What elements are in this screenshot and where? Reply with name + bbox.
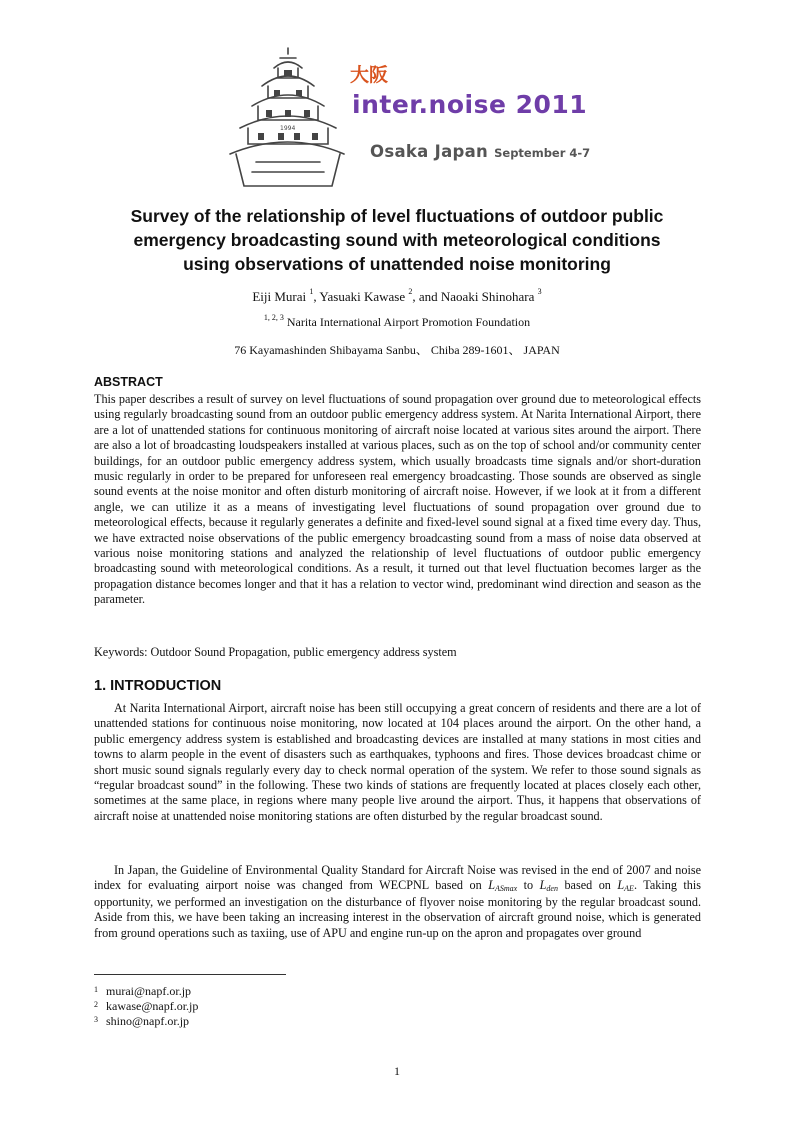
intro-text: In Japan, the Guideline of Environmental Quality Standard for Aircraft Noise was revised in the end of 2007 and noise index for evaluating airport noise was changed from WECPNL based on [94, 863, 701, 893]
symbol-subscript: AE [624, 884, 634, 894]
author-name: Eiji Murai [252, 289, 307, 304]
author-mark: 1 [309, 287, 314, 296]
symbol-letter: L [488, 878, 495, 893]
footnote-email[interactable]: kawase@napf.or.jp [106, 999, 199, 1013]
symbol-lden [540, 878, 558, 892]
footnote [94, 1014, 198, 1029]
footnote [94, 999, 198, 1014]
logo-dates: September 4-7 [494, 146, 591, 160]
footnote-mark: 2 [94, 1000, 98, 1009]
intro-text: based on [557, 878, 618, 893]
abstract-text: This paper describes a result of survey on level fluctuations of sound propagation over ground due to meteorological effects using regularly broadcasting sound from an outdoor public emergency address system. At Narita International Airport, there are a lot of unattended stations for continuous monitoring of aircraft noise located at various sites around the airport. There are also a lot of broadcasting loudspeakers installed at various places, such as on the top of school and/or community center buildings, for an outdoor public emergency address system, which usually broadcasts time signals and/or short-duration music regularly in order to be prepared for unforeseen real emergency broadcasting. Those sounds are observed as single sound events at the noise monitor and often disturb monitoring of aircraft noise. However, if we look at it from a different angle, we can utilize it as a means of investigating level fluctuations of sound propagation over ground due to meteorological effects, because it regularly generates a definite and fixed-level sound signal at a fixed time every day. Thus, we have extracted noise observations of the public emergency broadcasting sound from a mass of noise data observed at various noise monitoring stations and analyzed the relationship of level fluctuations of outdoor public emergency broadcasting sound with meteorological conditions. As a result, it turned out that level fluctuation becomes larger as the propagation distance becomes longer and that it has a relation to vector wind, predominant wind direction and season as the parameter. [94, 392, 701, 607]
address: 76 Kayamashinden Shibayama Sanbu、 Chiba 289-1601、 JAPAN [234, 343, 560, 357]
logo-subtitle [370, 142, 590, 161]
symbol-lasmax [488, 878, 517, 892]
footnote-mark: 3 [94, 1015, 98, 1024]
author-list [0, 289, 794, 305]
footnotes [94, 984, 198, 1029]
affiliation [0, 315, 794, 330]
footnote-divider [94, 974, 286, 975]
footnote [94, 984, 198, 999]
author-separator: , [313, 289, 320, 304]
logo-kanji: 大阪 [350, 64, 389, 86]
page-number: 1 [394, 1064, 400, 1078]
title-line: using observations of unattended noise monitoring [183, 254, 611, 274]
symbol-lae [617, 878, 634, 892]
symbol-subscript: ASmax [494, 884, 518, 894]
intro-text: . Taking this opportunity, we performed an investigation on the disturbance of flyover noise monitoring by the regular broadcast sound. Aside from this, we have been taking an increasing interest in the observation of aircraft ground noise, which is generated from ground operations such as taxiing, use of APU and engine run-up on the apron and propagates over ground [94, 878, 702, 940]
footnote-email[interactable]: shino@napf.or.jp [106, 1014, 190, 1028]
author-mark: 3 [537, 287, 542, 296]
title-line: emergency broadcasting sound with meteorological conditions [133, 230, 661, 250]
symbol-letter: L [539, 878, 547, 893]
author-name: Naoaki Shinohara [440, 289, 535, 304]
affiliation-marks: 1, 2, 3 [263, 313, 284, 322]
intro-text: to [517, 878, 540, 893]
symbol-subscript: den [546, 884, 558, 894]
castle-year: 1994 [280, 125, 296, 132]
author-name: Yasuaki Kawase [319, 289, 406, 304]
paper-title [60, 204, 734, 276]
keywords: Keywords: Outdoor Sound Propagation, public emergency address system [94, 645, 457, 659]
intro-paragraph-1: At Narita International Airport, aircraft noise has been still occupying a great concern of residents and there are a lot of unattended stations for continuous noise monitoring, now located at 104 places around the airport. On the other hand, a public emergency address system is established and broadcasting devices are installed at many stations in most cities and towns to alarm people in the event of disasters such as earthquakes, typhoons and fires. Those devices broadcast chime or short music sound signals regularly every day to check normal operation of the system. We refer to those sound signals as “regular broadcast sound” in the following. These two kinds of stations are frequently located at places closely each other, sometimes at the same place, in regions where many people live around the airport. Thus, it happens that observations of aircraft noise at unattended noise monitoring stations are often disturbed by the regular broadcast sound. [94, 701, 701, 823]
author-mark: 2 [408, 287, 413, 296]
title-line: Survey of the relationship of level fluctuations of outdoor public [130, 206, 664, 226]
logo-city: Osaka Japan [370, 142, 489, 161]
abstract-heading: ABSTRACT [94, 375, 163, 389]
conference-logo [222, 46, 602, 196]
intro-paragraph-2 [94, 863, 701, 941]
section-heading-introduction: 1. INTRODUCTION [94, 678, 222, 694]
author-separator: , and [412, 289, 441, 304]
footnote-mark: 1 [94, 985, 98, 994]
affiliation-org: Narita International Airport Promotion Foundation [286, 315, 531, 329]
symbol-letter: L [617, 878, 625, 893]
osaka-castle-icon [222, 46, 347, 191]
footnote-email[interactable]: murai@napf.or.jp [106, 984, 192, 998]
logo-title: inter.noise 2011 [352, 90, 588, 119]
